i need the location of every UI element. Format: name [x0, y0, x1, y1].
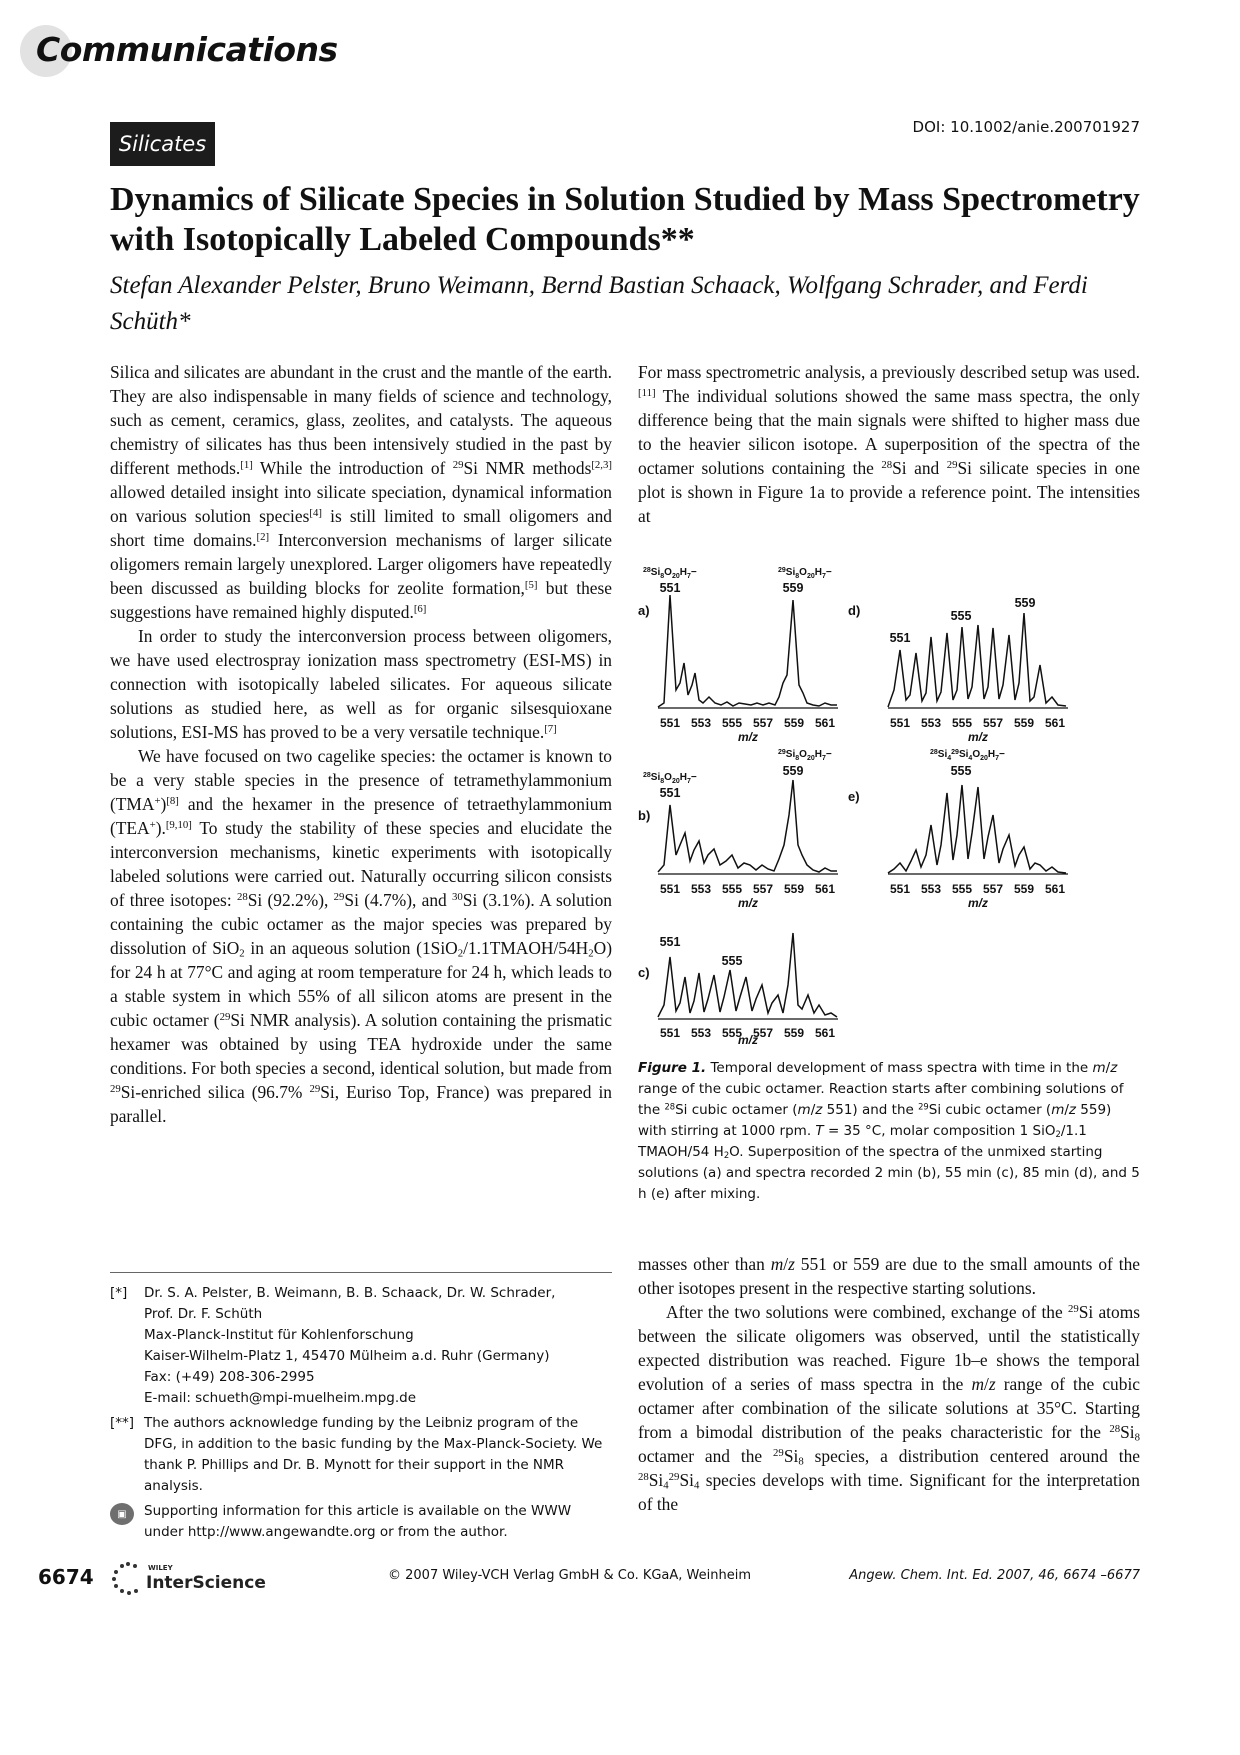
journal-citation: Angew. Chem. Int. Ed. 2007, 46, 6674 –6677	[849, 1568, 1140, 1583]
tick-label: 551	[659, 1026, 681, 1040]
panel-label: b)	[638, 808, 651, 823]
tick-label: 551	[889, 716, 911, 730]
body-paragraph: After the two solutions were combined, exchange of the $^{29}$Si atoms between the silicate oligomers was observed, until the statistically expected distribution was reached. Figure 1b–e shows the temporal evolution of a series of mass spectra in the m/z range of the cubic octamer after combination of the silicate solutions at 35°C. Starting from a bimodal distribution of the peaks characteristic for the $^{28}Si_8$ octamer and the $^{29}Si_8$ species, a distribution centered around the $^{28}Si_4^{29}Si_4$ species develops with time. Significant for the interpretation of the	[638, 1302, 1140, 1514]
body-left-column	[110, 360, 612, 1128]
peak-label: 559	[1014, 596, 1036, 610]
footnote-mark: [**]	[110, 1415, 135, 1431]
spectrum-trace-c	[658, 933, 837, 1017]
panel-label: d)	[848, 603, 861, 618]
tick-label: 561	[814, 1026, 836, 1040]
axis-label: m/z	[737, 730, 759, 744]
peak-label: 559	[782, 764, 804, 778]
peak-label: 551	[659, 581, 681, 595]
tick-label: 557	[982, 716, 1004, 730]
body-right-column-bottom	[638, 1252, 1140, 1516]
spectrum-trace-a	[658, 595, 837, 707]
axis-label: m/z	[737, 1033, 759, 1045]
footnote-text: The authors acknowledge funding by the Leibniz program of the DFG, in addition to the basic funding by the Max-Planck-Society. We thank P. Phillips and Dr. B. Mynott for their support in the NMR analysis.	[144, 1415, 603, 1494]
peak-label: 559	[782, 581, 804, 595]
tick-label: 559	[783, 882, 805, 896]
panel-label: e)	[848, 789, 860, 804]
figure-caption: Figure 1. Temporal development of mass spectra with time in the m/z range of the cubic octamer. Reaction starts after combining solutions of the $^{28}$Si cubic octamer (m/z 551) and the $^{29}$Si cubic octamer (m/z 559) with stirring at 1000 rpm. T = 35 °C, molar composition 1 SiO$_2$/1.1 TMAOH/54 $H_2O$. Superposition of the spectra of the unmixed starting solutions (a) and spectra recorded 2 min (b), 55 min (c), 85 min (d), and 5 h (e) after mixing.	[638, 1060, 1140, 1202]
tick-label: 559	[1013, 716, 1035, 730]
tick-label: 553	[690, 1026, 712, 1040]
tick-label: 555	[721, 1026, 743, 1040]
tick-label: 555	[721, 882, 743, 896]
tick-label: 555	[951, 882, 973, 896]
species-label: $^{28}Si_8O_{20}H_7-$	[643, 567, 697, 580]
axis-label: m/z	[967, 896, 989, 910]
tick-label: 551	[889, 882, 911, 896]
tick-label: 557	[752, 882, 774, 896]
interscience-logo	[108, 1558, 288, 1598]
axis-label: m/z	[967, 730, 989, 744]
footnote-mark: [*]	[110, 1285, 128, 1301]
tick-label: 553	[690, 716, 712, 730]
section-header: Communications	[36, 30, 338, 69]
body-paragraph: masses other than m/z 551 or 559 are due to the small amounts of the other isotopes present in the respective starting solutions.	[638, 1254, 1141, 1298]
tick-label: 561	[814, 716, 836, 730]
body-paragraph: We have focused on two cagelike species: the octamer is known to be a very stable species in the presence of tetramethylammonium (TMA+)[8] and the hexamer in the presence of tetraethylammonium (TEA+).[9,10] To study the stability of these species and elucidate the interconversion mechanisms, kinetic experiments with isotopically labeled solutions were carried out. Naturally occurring silicon consists of three isotopes: $^{28}$Si (92.2%), $^{29}$Si (4.7%), and $^{30}$Si (3.1%). A solution containing the cubic octamer as the major species was prepared by dissolution of SiO$_2$ in an aqueous solution $(1SiO_2/1.1TMAOH/54H_2O)$ for 24 h at 77°C and aging at room temperature for 24 h, which leads to a stable system in which 55% of all silicon atoms are present in the cubic octamer ($^{29}$Si NMR analysis). A solution containing the prismatic hexamer was obtained by using TEA hydroxide under the same conditions. For both species a second, identical solution, but made from $^{29}$Si-enriched silica (96.7% $^{29}$Si, Euriso Top, France) was prepared in parallel.	[110, 746, 613, 1126]
peak-label: 551	[659, 786, 681, 800]
body-paragraph: For mass spectrometric analysis, a previously described setup was used.[11] The individual solutions showed the same mass spectra, the only difference being that the main signals were shifted to higher mass due to the heavier silicon isotope. A superposition of the spectra of the octamer solutions containing the $^{28}$Si and $^{29}$Si silicate species in one plot is shown in Figure 1a to provide a reference point. The intensities at	[638, 362, 1140, 526]
logo-wiley-text: WILEY	[148, 1564, 173, 1572]
tick-label: 561	[1044, 882, 1066, 896]
species-label: $^{29}Si_8O_{20}H_7-$	[778, 749, 832, 762]
spectrum-trace-b	[658, 780, 837, 872]
logo-main-text: InterScience	[146, 1573, 266, 1593]
tick-label: 553	[690, 882, 712, 896]
tick-label: 555	[951, 716, 973, 730]
footnote-text: Supporting information for this article is available on the WWW under http://www.angewandte.org or from the author.	[144, 1503, 572, 1540]
footnote-divider	[110, 1272, 612, 1273]
footnote-text: Dr. S. A. Pelster, B. Weimann, B. B. Schaack, Dr. W. Schrader, Prof. Dr. F. Schüth Max-Planck-Institut für Kohlenforschung Kaiser-Wilhelm-Platz 1, 45470 Mülheim a.d. Ruhr (Germany) Fax: (+49) 208-306-2995 E-mail: schueth@mpi-muelheim.mpg.de	[144, 1285, 556, 1406]
logo-dots-icon	[112, 1562, 138, 1595]
tick-label: 559	[1013, 882, 1035, 896]
tick-label: 553	[920, 716, 942, 730]
body-right-column-top	[638, 360, 1140, 528]
figure-label: Figure 1.	[638, 1060, 707, 1076]
figure-1-mass-spectra	[638, 565, 1143, 1045]
footnote-acknowledgment	[110, 1413, 612, 1497]
species-label: $^{28}Si_8O_{20}H_7-$	[643, 772, 697, 785]
footnote-affiliation	[110, 1283, 612, 1409]
footnotes	[110, 1283, 612, 1547]
peak-label: 555	[721, 954, 743, 968]
body-paragraph: Silica and silicates are abundant in the crust and the mantle of the earth. They are also indispensable in many fields of science and technology, such as cement, ceramics, glass, zeolites, and catalysts. The aqueous chemistry of silicates has thus been intensively studied in the past by different methods.[1] While the introduction of $^{29}$Si NMR methods[2,3] allowed detailed insight into silicate speciation, dynamical information on various solution species[4] is still limited to small oligomers and short time domains.[2] Interconversion mechanisms of larger silicate oligomers remain largely unexplored. Larger oligomers have repeatedly been discussed as building blocks for zeolite formation,[5] but these suggestions have remained highly disputed.[6]	[110, 362, 612, 622]
tick-label: 561	[1044, 716, 1066, 730]
supporting-info-icon: ▣	[110, 1503, 134, 1525]
category-badge: Silicates	[110, 122, 215, 166]
spectrum-trace-d	[888, 613, 1066, 707]
copyright: © 2007 Wiley-VCH Verlag GmbH & Co. KGaA, Weinheim	[388, 1568, 752, 1583]
panel-label: a)	[638, 603, 650, 618]
footnote-supporting-info	[110, 1501, 612, 1543]
tick-label: 553	[920, 882, 942, 896]
species-label: $^{29}Si_8O_{20}H_7-$	[778, 567, 832, 580]
tick-label: 559	[783, 1026, 805, 1040]
tick-label: 557	[752, 716, 774, 730]
body-paragraph: In order to study the interconversion process between oligomers, we have used electrospray ionization mass spectrometry (ESI-MS) in connection with isotopically labeled silicates. For aqueous silicate solutions as studied here, as well as for organic silsesquioxane solutions, ESI-MS has proved to be a very versatile technique.[7]	[110, 626, 612, 742]
page-number: 6674	[38, 1565, 94, 1589]
spectrum-trace-e	[888, 785, 1066, 873]
doi-link[interactable]: DOI: 10.1002/anie.200701927	[912, 118, 1140, 136]
tick-label: 557	[982, 882, 1004, 896]
tick-label: 551	[659, 716, 681, 730]
peak-label: 555	[950, 609, 972, 623]
tick-label: 557	[752, 1026, 774, 1040]
species-label: $^{28}Si_4^{29}Si_4O_{20}H_7-$	[930, 749, 1005, 762]
axis-label: m/z	[737, 896, 759, 910]
peak-label: 551	[889, 631, 911, 645]
tick-label: 561	[814, 882, 836, 896]
tick-label: 555	[721, 716, 743, 730]
peak-label: 555	[950, 764, 972, 778]
author-list: Stefan Alexander Pelster, Bruno Weimann, Bernd Bastian Schaack, Wolfgang Schrader, and Ferdi Schüth*	[110, 272, 1088, 335]
article-title: Dynamics of Silicate Species in Solution Studied by Mass Spectrometry with Isotopically Labeled Compounds**	[110, 181, 1140, 258]
tick-label: 559	[783, 716, 805, 730]
peak-label: 551	[659, 935, 681, 949]
tick-label: 551	[659, 882, 681, 896]
panel-label: c)	[638, 965, 650, 980]
